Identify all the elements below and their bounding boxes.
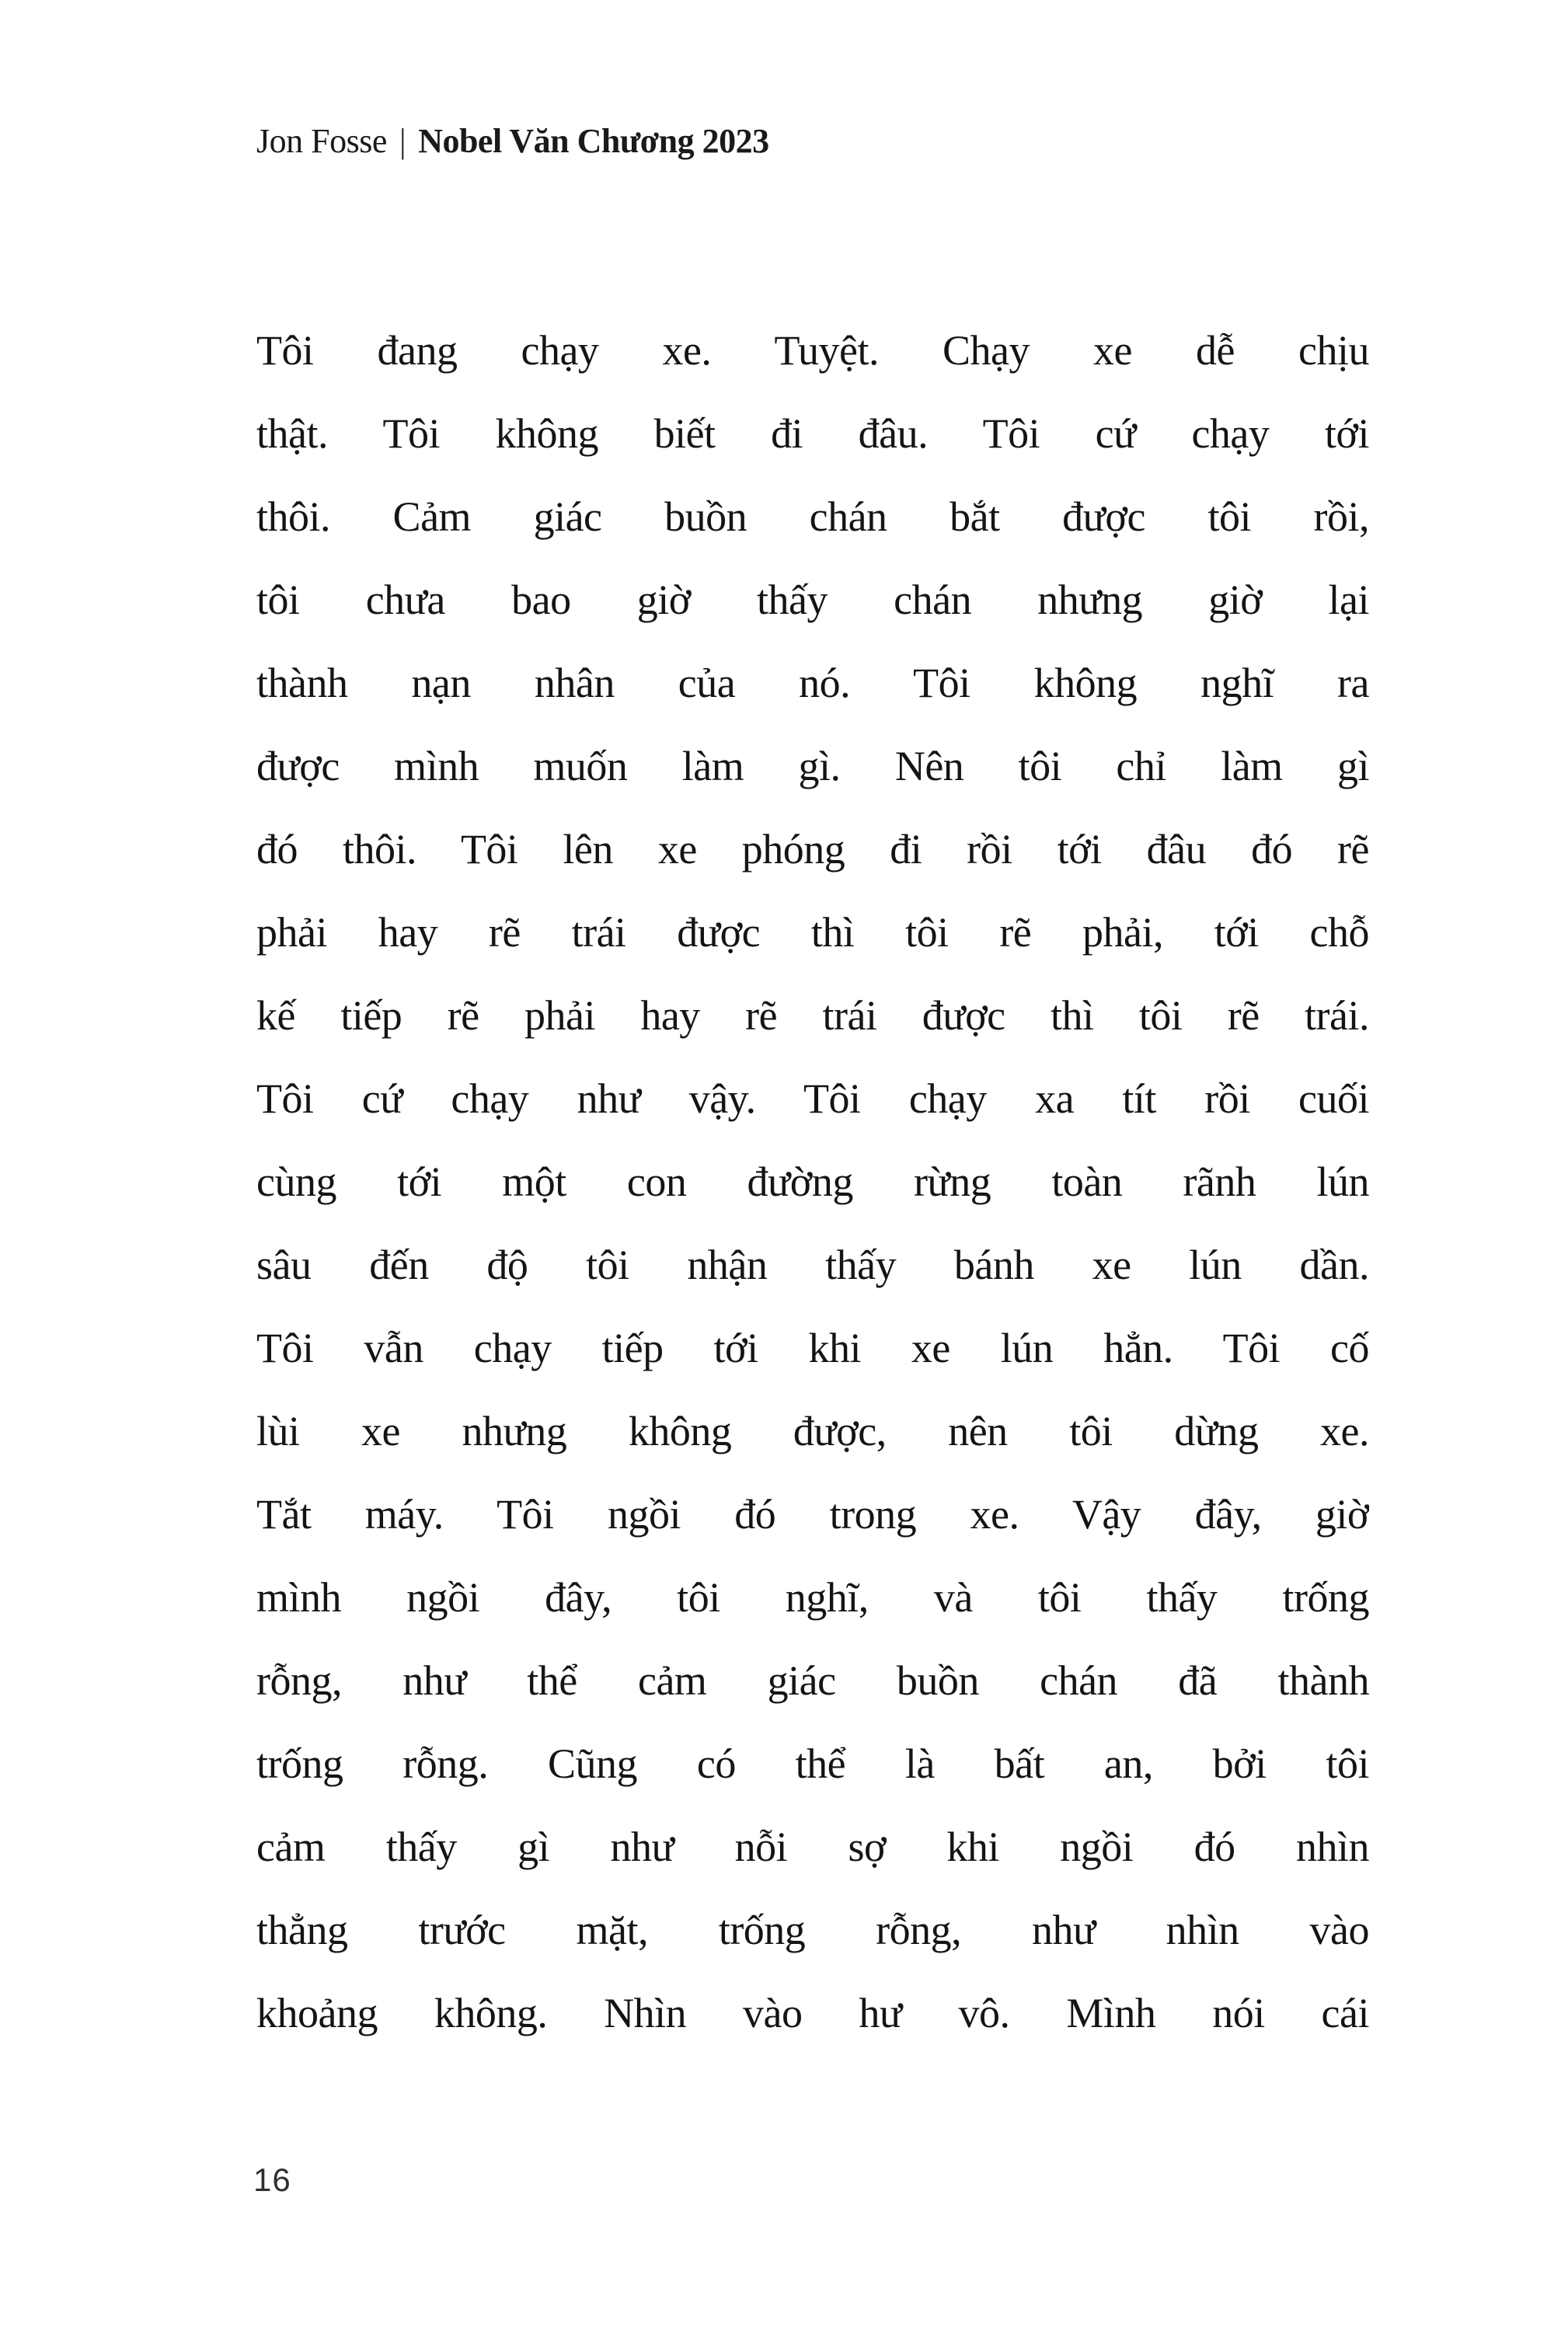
header-separator: | [399, 122, 406, 160]
text-line: mình ngồi đây, tôi nghĩ, và tôi thấy trống [256, 1574, 1369, 1621]
text-line: cùng tới một con đường rừng toàn rãnh lún [256, 1158, 1369, 1205]
text-line: thật. Tôi không biết đi đâu. Tôi cứ chạy tới [256, 410, 1369, 457]
text-line: tôi chưa bao giờ thấy chán nhưng giờ lại [256, 577, 1369, 623]
text-line: sâu đến độ tôi nhận thấy bánh xe lún dần. [256, 1242, 1369, 1288]
text-line: Tôi cứ chạy như vậy. Tôi chạy xa tít rồi cuối [256, 1075, 1369, 1122]
text-line: phải hay rẽ trái được thì tôi rẽ phải, tới chỗ [256, 909, 1369, 956]
text-line: đó thôi. Tôi lên xe phóng đi rồi tới đâu đó rẽ [256, 826, 1369, 873]
text-line: Tôi đang chạy xe. Tuyệt. Chạy xe dễ chịu [256, 327, 1369, 374]
text-line: kế tiếp rẽ phải hay rẽ trái được thì tôi rẽ trái. [256, 992, 1369, 1039]
text-line: lùi xe nhưng không được, nên tôi dừng xe. [256, 1408, 1369, 1454]
text-line: thôi. Cảm giác buồn chán bắt được tôi rồi, [256, 493, 1369, 540]
header-book-title: Nobel Văn Chương 2023 [418, 122, 769, 160]
text-line: Tắt máy. Tôi ngồi đó trong xe. Vậy đây, giờ [256, 1491, 1369, 1538]
text-line: khoảng không. Nhìn vào hư vô. Mình nói cái [256, 1990, 1369, 2036]
text-line: cảm thấy gì như nỗi sợ khi ngồi đó nhìn [256, 1824, 1369, 1870]
header-author: Jon Fosse [256, 122, 387, 160]
text-line: rỗng, như thể cảm giác buồn chán đã thành [256, 1657, 1369, 1704]
body-text [256, 309, 1369, 2055]
text-line: được mình muốn làm gì. Nên tôi chỉ làm gì [256, 743, 1369, 789]
running-header [256, 123, 769, 160]
text-line: thành nạn nhân của nó. Tôi không nghĩ ra [256, 660, 1369, 706]
text-line: Tôi vẫn chạy tiếp tới khi xe lún hẳn. Tôi cố [256, 1325, 1369, 1371]
page-number: 16 [253, 2162, 291, 2198]
text-line: trống rỗng. Cũng có thể là bất an, bởi tôi [256, 1740, 1369, 1787]
text-line: thẳng trước mặt, trống rỗng, như nhìn vào [256, 1907, 1369, 1953]
